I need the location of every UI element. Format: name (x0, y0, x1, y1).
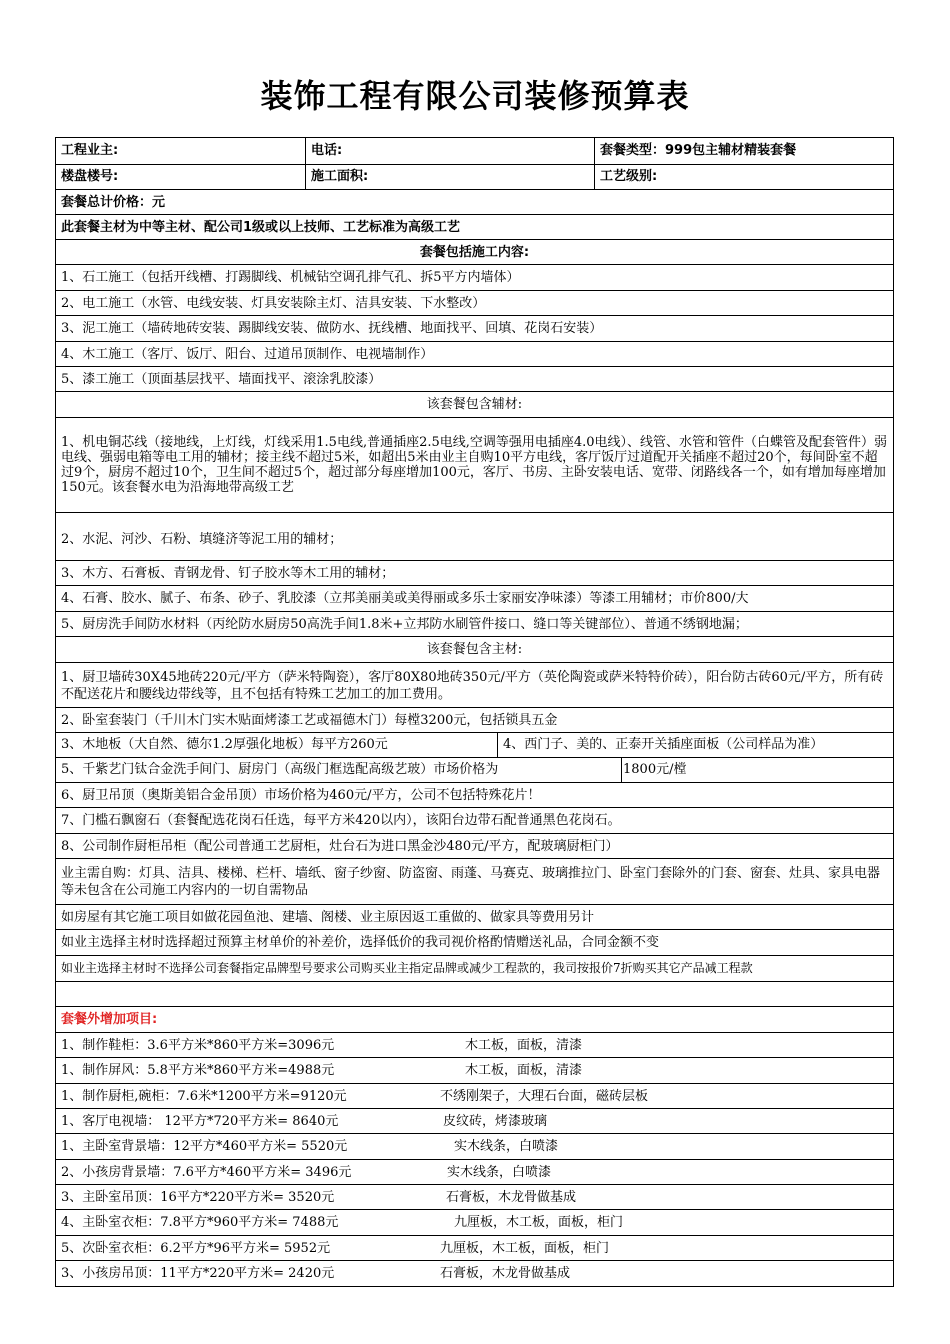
extra-item-material: 石膏板，木龙骨做基成 (440, 1266, 571, 1281)
extra-item-material: 实木线条，白喷漆 (454, 1139, 559, 1154)
extra-item-row (56, 1084, 893, 1109)
extra-item-calc: 5、次卧室衣柜：6.2平方*96平方米= 5952元 (61, 1241, 331, 1256)
main-item-7: 7、门槛石飘窗石（套餐配选花岗石任选，每平方米420以内），该阳台边带石配普通黑色花岗石。 (56, 808, 893, 834)
extra-item-row (56, 1033, 893, 1058)
extra-item-material: 不绣刚架子，大理石台面，磁砖层板 (440, 1089, 649, 1104)
construction-item: 2、电工施工（水管、电线安装、灯具安装除主灯、洁具安装、下水整改） (56, 291, 893, 316)
package-type-cell: 套餐类型：999包主辅材精装套餐 (600, 143, 797, 158)
blank-row (56, 982, 893, 1007)
extra-item-row (56, 1134, 893, 1160)
aux-heading: 该套餐包含辅材: (56, 392, 893, 418)
budget-table (55, 137, 894, 1287)
extra-item-material: 实木线条，白喷漆 (447, 1165, 552, 1180)
package-note: 此套餐主材为中等主材、配公司1级或以上技师、工艺标准为高级工艺 (56, 215, 893, 240)
aux-item-3: 3、木方、石膏板、青钢龙骨、钉子胶水等木工用的辅材； (56, 561, 893, 586)
main-item-2: 2、卧室套装门（千川木门实木贴面烤漆工艺或福德木门）每樘3200元，包括锁具五金 (56, 708, 893, 733)
extra-item-material: 皮纹砖，烤漆玻璃 (443, 1114, 548, 1129)
building-cell: 楼盘楼号: (56, 165, 306, 189)
header-row-2 (56, 165, 893, 190)
main-item-8: 8、公司制作厨柜吊柜（配公司普通工艺厨柜，灶台石为进口黑金沙480元/平方，配玻璃厨柜门） (56, 834, 893, 859)
aux-item-1: 1、机电铜芯线（接地线，上灯线，灯线采用1.5电线,普通插座2.5电线,空调等强用电插座4.0电线）、线管、水管和管件（白蝶管及配套管件）弱电线、强弱电箱等电工用的辅材；接主线不超过5米，如超出5米由业主自购10平方电线，客厅饭厅过道配开关插座不超过20个，每间卧室不超过9个，厨房不超过10个，卫生间不超过5个，超过部分每座增加100元，客厅、书房、主卧安装电话、宽带、闭路线各一个，如有增加每座增加150元。该套餐水电为沿海地带高级工艺 (56, 418, 893, 513)
owner-cell: 工程业主: (56, 138, 306, 164)
extra-item-calc: 2、小孩房背景墙：7.6平方*460平方米= 3496元 (61, 1165, 352, 1180)
phone-cell: 电话: (306, 138, 595, 164)
extra-item-row (56, 1109, 893, 1134)
extra-item-calc: 4、主卧室衣柜：7.8平方*960平方米= 7488元 (61, 1215, 339, 1230)
main-item-5a: 5、千紫艺门钛合金洗手间门、厨房门（高级门框选配高级艺玻）市场价格为 (56, 758, 622, 782)
main-item-5b: 1800元/樘 (623, 762, 687, 777)
extra-item-row (56, 1058, 893, 1084)
extra-item-calc: 1、主卧室背景墙：12平方*460平方米= 5520元 (61, 1139, 348, 1154)
main-item-3a: 3、木地板（大自然、德尔1.2厚强化地板）每平方260元 (56, 733, 498, 757)
main-item-1: 1、厨卫墙砖30X45地砖220元/平方（萨米特陶瓷），客厅80X80地砖350元/平方（英伦陶瓷或萨米特特价砖），阳台防古砖60元/平方，所有砖不配送花片和腰线边带线等，且不包括有特殊工艺加工的加工费用。 (56, 663, 893, 708)
aux-item-4: 4、石膏、胶水、腻子、布条、砂子、乳胶漆（立邦美丽美或美得丽或多乐士家丽安净味漆）等漆工用辅材；市价800/大 (56, 586, 893, 612)
total-price: 套餐总计价格：元 (56, 190, 893, 215)
extra-item-calc: 3、小孩房吊顶：11平方*220平方米= 2420元 (61, 1266, 335, 1281)
extra-item-row (56, 1210, 893, 1236)
construction-heading: 套餐包括施工内容: (56, 240, 893, 265)
construction-item: 1、石工施工（包括开线槽、打踢脚线、机械钻空调孔排气孔、拆5平方内墙体） (56, 265, 893, 291)
header-row-1 (56, 138, 893, 165)
construction-item: 3、泥工施工（墙砖地砖安装、踢脚线安装、做防水、抚线槽、地面找平、回填、花岗石安装） (56, 316, 893, 342)
extra-item-material: 九厘板，木工板，面板，柜门 (440, 1241, 610, 1256)
extras-list (56, 1033, 893, 1286)
level-cell: 工艺级别: (600, 169, 658, 184)
main-item-5-row (56, 758, 893, 783)
extra-item-row (56, 1160, 893, 1185)
extra-item-row (56, 1185, 893, 1210)
price-difference-note: 如业主选择主材时选择超过预算主材单价的补差价，选择低价的我司视价格酌情赠送礼品，合同金额不变 (56, 930, 893, 956)
extra-item-calc: 1、制作屏风：5.8平方米*860平方米=4988元 (61, 1063, 335, 1078)
extra-item-material: 木工板，面板，清漆 (465, 1063, 583, 1078)
extra-item-material: 石膏板，木龙骨做基成 (446, 1190, 577, 1205)
discount-note: 如业主选择主材时不选择公司套餐指定品牌型号要求公司购买业主指定品牌或减少工程款的，我司按报价7折购买其它产品减工程款 (56, 956, 893, 982)
main-heading: 该套餐包含主材: (56, 637, 893, 663)
extra-item-calc: 1、制作厨柜,碗柜：7.6米*1200平方米=9120元 (61, 1089, 347, 1104)
self-purchase-note: 业主需自购：灯具、洁具、楼梯、栏杆、墙纸、窗子纱窗、防盗窗、雨蓬、马赛克、玻璃推拉门、卧室门套除外的门套、窗套、灶具、家具电器等未包含在公司施工内容内的一切自需物品 (56, 859, 893, 905)
extra-item-calc: 1、客厅电视墙： 12平方*720平方米= 8640元 (61, 1114, 339, 1129)
main-item-3b: 4、西门子、美的、正泰开关插座面板（公司样品为准） (503, 737, 824, 752)
extra-item-material: 木工板，面板，清漆 (465, 1038, 583, 1053)
construction-item: 5、漆工施工（顶面基层找平、墙面找平、滚涂乳胶漆） (56, 367, 893, 392)
extra-item-row (56, 1261, 893, 1286)
area-cell: 施工面积: (306, 165, 595, 189)
extra-item-calc: 1、制作鞋柜：3.6平方米*860平方米=3096元 (61, 1038, 335, 1053)
extra-item-calc: 3、主卧室吊顶：16平方*220平方米= 3520元 (61, 1190, 335, 1205)
other-fees-note: 如房屋有其它施工项目如做花园鱼池、建墙、阁楼、业主原因返工重做的、做家具等费用另计 (56, 905, 893, 930)
page-title: 装饰工程有限公司装修预算表 (260, 77, 690, 115)
extra-item-material: 九厘板，木工板，面板，柜门 (454, 1215, 624, 1230)
main-item-3-row (56, 733, 893, 758)
extras-heading: 套餐外增加项目: (56, 1007, 893, 1033)
aux-item-2: 2、水泥、河沙、石粉、填缝济等泥工用的辅材； (56, 513, 893, 561)
aux-item-5: 5、厨房洗手间防水材料（丙纶防水厨房50高洗手间1.8米+立邦防水刷管件接口、缝口等关键部位）、普通不绣钢地漏； (56, 612, 893, 637)
construction-item: 4、木工施工（客厅、饭厅、阳台、过道吊顶制作、电视墙制作） (56, 342, 893, 367)
extra-item-row (56, 1236, 893, 1261)
main-item-6: 6、厨卫吊顶（奥斯美铝合金吊顶）市场价格为460元/平方，公司不包括特殊花片！ (56, 783, 893, 808)
